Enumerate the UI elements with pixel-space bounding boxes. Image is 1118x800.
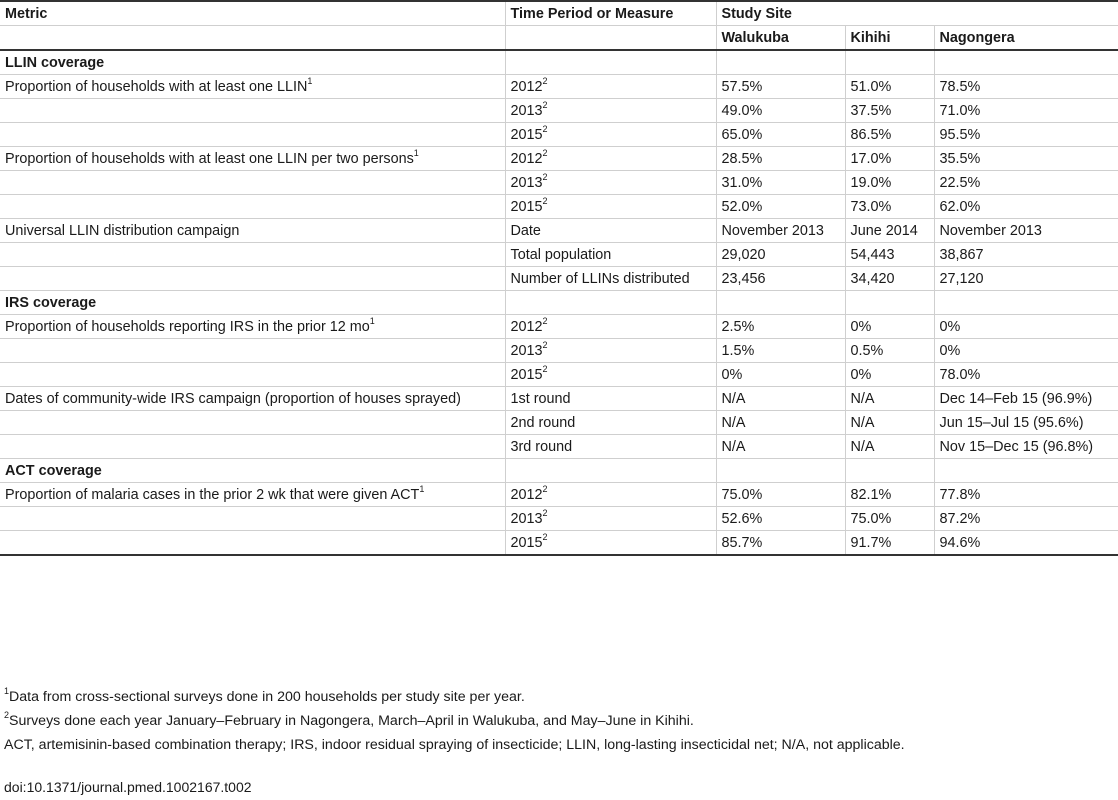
table-row <box>0 267 1118 291</box>
header-time-period: Time Period or Measure <box>505 1 716 26</box>
value-cell: 17.0% <box>845 147 934 171</box>
metric-cell <box>0 531 505 556</box>
table-row <box>0 363 1118 387</box>
value-cell: 23,456 <box>716 267 845 291</box>
value-cell <box>716 459 845 483</box>
table-footnotes <box>4 686 905 761</box>
value-cell: 65.0% <box>716 123 845 147</box>
value-cell: 0.5% <box>845 339 934 363</box>
metric-cell <box>0 339 505 363</box>
value-cell: 75.0% <box>845 507 934 531</box>
section-row <box>0 291 1118 315</box>
footnote-1: $^1$Data from cross-sectional surveys done in 200 households per study site per year. <box>4 686 525 705</box>
value-cell: N/A <box>845 411 934 435</box>
value-cell <box>845 50 934 75</box>
period-cell: 2013$^2$ <box>505 171 716 195</box>
value-cell: 91.7% <box>845 531 934 556</box>
value-cell <box>716 50 845 75</box>
header-study-site: Study Site <box>716 1 1118 26</box>
section-row <box>0 50 1118 75</box>
value-cell: 0% <box>934 339 1118 363</box>
value-cell: 87.2% <box>934 507 1118 531</box>
metric-cell: Dates of community-wide IRS campaign (proportion of houses sprayed) <box>0 387 505 411</box>
metric-cell <box>0 171 505 195</box>
value-cell: 29,020 <box>716 243 845 267</box>
period-cell: 2012$^2$ <box>505 483 716 507</box>
table-row <box>0 123 1118 147</box>
metric-cell <box>0 435 505 459</box>
table-row <box>0 531 1118 556</box>
value-cell: 2.5% <box>716 315 845 339</box>
table-row <box>0 315 1118 339</box>
value-cell: 75.0% <box>716 483 845 507</box>
value-cell: Nov 15–Dec 15 (96.8%) <box>934 435 1118 459</box>
period-cell <box>505 291 716 315</box>
table-row <box>0 171 1118 195</box>
metric-cell: Proportion of households with at least one LLIN$^1$ <box>0 75 505 99</box>
value-cell: 51.0% <box>845 75 934 99</box>
table-row <box>0 75 1118 99</box>
value-cell: 78.0% <box>934 363 1118 387</box>
period-cell: 2015$^2$ <box>505 531 716 556</box>
period-cell: 2012$^2$ <box>505 147 716 171</box>
footnote-2: $^2$Surveys done each year January–February in Nagongera, March–April in Walukuba, and May–June in Kihihi. <box>4 710 694 729</box>
value-cell: 38,867 <box>934 243 1118 267</box>
value-cell: 77.8% <box>934 483 1118 507</box>
period-cell: Total population <box>505 243 716 267</box>
metric-cell: ACT coverage <box>0 459 505 483</box>
value-cell: 54,443 <box>845 243 934 267</box>
metric-cell: IRS coverage <box>0 291 505 315</box>
table-row <box>0 483 1118 507</box>
period-cell: 2012$^2$ <box>505 315 716 339</box>
value-cell: 85.7% <box>716 531 845 556</box>
metric-cell <box>0 195 505 219</box>
value-cell: 52.6% <box>716 507 845 531</box>
value-cell: N/A <box>845 387 934 411</box>
metric-cell <box>0 99 505 123</box>
table-row <box>0 147 1118 171</box>
metric-cell <box>0 267 505 291</box>
metric-cell <box>0 123 505 147</box>
period-cell <box>505 50 716 75</box>
table-row <box>0 243 1118 267</box>
value-cell: 95.5% <box>934 123 1118 147</box>
period-cell: Number of LLINs distributed <box>505 267 716 291</box>
metric-cell <box>0 243 505 267</box>
metric-cell: Proportion of households with at least one LLIN per two persons$^1$ <box>0 147 505 171</box>
value-cell <box>845 459 934 483</box>
metric-cell: Universal LLIN distribution campaign <box>0 219 505 243</box>
value-cell <box>934 291 1118 315</box>
period-cell: 2015$^2$ <box>505 363 716 387</box>
section-row <box>0 459 1118 483</box>
value-cell: June 2014 <box>845 219 934 243</box>
header-site-walukuba: Walukuba <box>716 26 845 51</box>
metric-cell <box>0 363 505 387</box>
period-cell: 2013$^2$ <box>505 99 716 123</box>
value-cell: 19.0% <box>845 171 934 195</box>
value-cell <box>934 50 1118 75</box>
value-cell: 0% <box>934 315 1118 339</box>
value-cell: 22.5% <box>934 171 1118 195</box>
header-empty <box>0 26 505 51</box>
header-site-kihihi: Kihihi <box>845 26 934 51</box>
value-cell: N/A <box>716 411 845 435</box>
value-cell: 78.5% <box>934 75 1118 99</box>
value-cell: 57.5% <box>716 75 845 99</box>
value-cell: N/A <box>716 387 845 411</box>
value-cell: 86.5% <box>845 123 934 147</box>
header-site-nagongera: Nagongera <box>934 26 1118 51</box>
period-cell: 2013$^2$ <box>505 507 716 531</box>
value-cell: N/A <box>716 435 845 459</box>
value-cell: 37.5% <box>845 99 934 123</box>
table-body <box>0 50 1118 555</box>
period-cell: 2015$^2$ <box>505 195 716 219</box>
doi-text: doi:10.1371/journal.pmed.1002167.t002 <box>4 779 252 795</box>
value-cell: 1.5% <box>716 339 845 363</box>
value-cell: 49.0% <box>716 99 845 123</box>
period-cell: 2013$^2$ <box>505 339 716 363</box>
table-row <box>0 99 1118 123</box>
period-cell: 3rd round <box>505 435 716 459</box>
value-cell <box>716 291 845 315</box>
period-cell: 2015$^2$ <box>505 123 716 147</box>
value-cell: November 2013 <box>934 219 1118 243</box>
value-cell: 34,420 <box>845 267 934 291</box>
value-cell: 28.5% <box>716 147 845 171</box>
value-cell <box>934 459 1118 483</box>
value-cell: 71.0% <box>934 99 1118 123</box>
value-cell: November 2013 <box>716 219 845 243</box>
value-cell: N/A <box>845 435 934 459</box>
table-row <box>0 411 1118 435</box>
value-cell: 0% <box>845 315 934 339</box>
metric-cell: Proportion of households reporting IRS in the prior 12 $mo^1$ <box>0 315 505 339</box>
period-cell: 2012$^2$ <box>505 75 716 99</box>
value-cell: 52.0% <box>716 195 845 219</box>
value-cell <box>845 291 934 315</box>
metric-cell: Proportion of malaria cases in the prior 2 wk that were given ACT$^1$ <box>0 483 505 507</box>
table-row <box>0 435 1118 459</box>
period-cell <box>505 459 716 483</box>
value-cell: 82.1% <box>845 483 934 507</box>
period-cell: 1st round <box>505 387 716 411</box>
table-row <box>0 339 1118 363</box>
metric-cell <box>0 411 505 435</box>
value-cell: 31.0% <box>716 171 845 195</box>
period-cell: 2nd round <box>505 411 716 435</box>
value-cell: 35.5% <box>934 147 1118 171</box>
table-row <box>0 387 1118 411</box>
value-cell: 0% <box>845 363 934 387</box>
metric-cell <box>0 507 505 531</box>
footnote-abbreviations: ACT, artemisinin-based combination therapy; IRS, indoor residual spraying of insecticide; LLIN, long-lasting insecticidal net; N/A, not applicable. <box>4 737 905 753</box>
value-cell: 94.6% <box>934 531 1118 556</box>
table-row <box>0 507 1118 531</box>
value-cell: Jun 15–Jul 15 (95.6%) <box>934 411 1118 435</box>
header-empty <box>505 26 716 51</box>
table-row <box>0 219 1118 243</box>
value-cell: 0% <box>716 363 845 387</box>
value-cell: Dec 14–Feb 15 (96.9%) <box>934 387 1118 411</box>
header-metric: Metric <box>0 1 505 26</box>
value-cell: 27,120 <box>934 267 1118 291</box>
metric-cell: LLIN coverage <box>0 50 505 75</box>
value-cell: 73.0% <box>845 195 934 219</box>
table-row <box>0 195 1118 219</box>
value-cell: 62.0% <box>934 195 1118 219</box>
period-cell: Date <box>505 219 716 243</box>
